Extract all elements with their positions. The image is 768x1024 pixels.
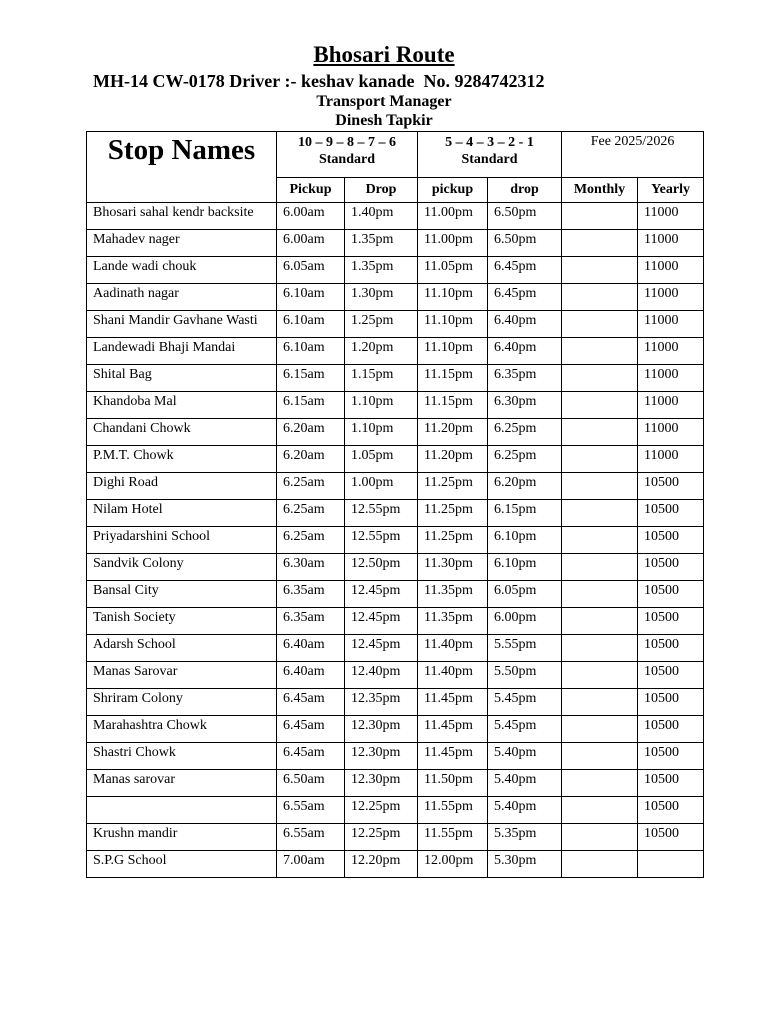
table-row: [87, 581, 704, 608]
drop-a-cell: 12.55pm: [345, 500, 418, 527]
pickup-a-cell: 6.25am: [277, 527, 345, 554]
document-title: Bhosari Route: [313, 42, 455, 67]
pickup-b-cell: 11.25pm: [418, 500, 488, 527]
monthly-fee-cell: [562, 230, 638, 257]
pickup-b-cell: 11.20pm: [418, 419, 488, 446]
table-row: [87, 554, 704, 581]
yearly-fee-cell: 11000: [638, 311, 704, 338]
stop-name-cell: Lande wadi chouk: [87, 257, 277, 284]
pickup-a-cell: 6.50am: [277, 770, 345, 797]
yearly-fee-cell: 10500: [638, 500, 704, 527]
column-header-drop-a: Drop: [345, 178, 418, 203]
drop-a-cell: 12.50pm: [345, 554, 418, 581]
drop-b-cell: 5.40pm: [488, 770, 562, 797]
yearly-fee-cell: 10500: [638, 689, 704, 716]
drop-a-cell: 1.05pm: [345, 446, 418, 473]
pickup-b-cell: 11.55pm: [418, 797, 488, 824]
monthly-fee-cell: [562, 824, 638, 851]
drop-b-cell: 6.15pm: [488, 500, 562, 527]
stop-name-cell: Bansal City: [87, 581, 277, 608]
pickup-b-cell: 11.00pm: [418, 203, 488, 230]
monthly-fee-cell: [562, 608, 638, 635]
drop-b-cell: 5.55pm: [488, 635, 562, 662]
stop-name-cell: Manas sarovar: [87, 770, 277, 797]
route-timetable: [86, 131, 704, 878]
pickup-a-cell: 6.55am: [277, 797, 345, 824]
monthly-fee-cell: [562, 662, 638, 689]
vehicle-driver-line: MH-14 CW-0178 Driver :- keshav kanade No. 9284742312: [93, 71, 545, 91]
drop-b-cell: 6.50pm: [488, 203, 562, 230]
group-a-standards: 10 – 9 – 8 – 7 – 6: [298, 135, 396, 150]
yearly-fee-cell: 10500: [638, 527, 704, 554]
table-row: [87, 716, 704, 743]
pickup-b-cell: 11.35pm: [418, 581, 488, 608]
stop-name-cell: Manas Sarovar: [87, 662, 277, 689]
table-row: [87, 392, 704, 419]
monthly-fee-cell: [562, 365, 638, 392]
stop-name-cell: Bhosari sahal kendr backsite: [87, 203, 277, 230]
pickup-b-cell: 11.45pm: [418, 716, 488, 743]
yearly-fee-cell: 10500: [638, 743, 704, 770]
table-row: [87, 797, 704, 824]
table-row: [87, 527, 704, 554]
pickup-b-cell: 11.55pm: [418, 824, 488, 851]
monthly-fee-cell: [562, 500, 638, 527]
drop-a-cell: 12.40pm: [345, 662, 418, 689]
yearly-fee-cell: 10500: [638, 473, 704, 500]
table-row: [87, 770, 704, 797]
drop-b-cell: 6.45pm: [488, 257, 562, 284]
monthly-fee-cell: [562, 392, 638, 419]
group-b-header: [418, 132, 562, 178]
pickup-b-cell: 11.30pm: [418, 554, 488, 581]
drop-a-cell: 1.40pm: [345, 203, 418, 230]
table-row: [87, 419, 704, 446]
table-row: [87, 635, 704, 662]
table-row: [87, 257, 704, 284]
yearly-fee-cell: 10500: [638, 824, 704, 851]
drop-b-cell: 6.25pm: [488, 446, 562, 473]
column-header-pickup-b: pickup: [418, 178, 488, 203]
drop-b-cell: 6.40pm: [488, 338, 562, 365]
pickup-b-cell: 11.15pm: [418, 392, 488, 419]
route-rows: [87, 203, 704, 878]
group-b-standards: 5 – 4 – 3 – 2 - 1: [445, 135, 534, 150]
drop-a-cell: 12.45pm: [345, 635, 418, 662]
pickup-a-cell: 6.45am: [277, 716, 345, 743]
stop-name-cell: Shani Mandir Gavhane Wasti: [87, 311, 277, 338]
yearly-fee-cell: 11000: [638, 257, 704, 284]
pickup-a-cell: 6.20am: [277, 446, 345, 473]
pickup-b-cell: 11.05pm: [418, 257, 488, 284]
table-row: [87, 851, 704, 878]
table-row: [87, 203, 704, 230]
drop-b-cell: 5.40pm: [488, 743, 562, 770]
drop-a-cell: 12.45pm: [345, 608, 418, 635]
stop-name-cell: Nilam Hotel: [87, 500, 277, 527]
yearly-fee-cell: [638, 851, 704, 878]
drop-a-cell: 1.10pm: [345, 392, 418, 419]
yearly-fee-cell: 10500: [638, 770, 704, 797]
fee-header: Fee 2025/2026: [562, 132, 704, 178]
pickup-a-cell: 6.00am: [277, 230, 345, 257]
drop-b-cell: 6.10pm: [488, 554, 562, 581]
table-row: [87, 689, 704, 716]
table-row: [87, 446, 704, 473]
stop-name-cell: [87, 797, 277, 824]
table-row: [87, 284, 704, 311]
pickup-b-cell: 12.00pm: [418, 851, 488, 878]
pickup-b-cell: 11.15pm: [418, 365, 488, 392]
pickup-a-cell: 6.05am: [277, 257, 345, 284]
group-a-standard-label: Standard: [318, 152, 376, 167]
yearly-fee-cell: 10500: [638, 716, 704, 743]
monthly-fee-cell: [562, 203, 638, 230]
drop-b-cell: 6.35pm: [488, 365, 562, 392]
monthly-fee-cell: [562, 716, 638, 743]
pickup-a-cell: 6.55am: [277, 824, 345, 851]
monthly-fee-cell: [562, 311, 638, 338]
drop-b-cell: 5.30pm: [488, 851, 562, 878]
table-row: [87, 608, 704, 635]
pickup-a-cell: 6.45am: [277, 743, 345, 770]
stop-name-cell: Shital Bag: [87, 365, 277, 392]
yearly-fee-cell: 11000: [638, 203, 704, 230]
stop-name-cell: Khandoba Mal: [87, 392, 277, 419]
yearly-fee-cell: 10500: [638, 797, 704, 824]
stop-name-cell: Landewadi Bhaji Mandai: [87, 338, 277, 365]
drop-a-cell: 1.20pm: [345, 338, 418, 365]
drop-b-cell: 6.05pm: [488, 581, 562, 608]
stop-name-cell: Mahadev nager: [87, 230, 277, 257]
pickup-a-cell: 6.10am: [277, 311, 345, 338]
pickup-a-cell: 6.10am: [277, 284, 345, 311]
drop-b-cell: 6.40pm: [488, 311, 562, 338]
drop-b-cell: 6.50pm: [488, 230, 562, 257]
table-row: [87, 500, 704, 527]
monthly-fee-cell: [562, 446, 638, 473]
pickup-b-cell: 11.20pm: [418, 446, 488, 473]
pickup-b-cell: 11.10pm: [418, 311, 488, 338]
monthly-fee-cell: [562, 527, 638, 554]
yearly-fee-cell: 10500: [638, 635, 704, 662]
yearly-fee-cell: 11000: [638, 392, 704, 419]
pickup-a-cell: 6.40am: [277, 635, 345, 662]
table-row: [87, 662, 704, 689]
drop-a-cell: 1.35pm: [345, 257, 418, 284]
drop-b-cell: 5.45pm: [488, 716, 562, 743]
stop-name-cell: Sandvik Colony: [87, 554, 277, 581]
drop-b-cell: 6.00pm: [488, 608, 562, 635]
monthly-fee-cell: [562, 554, 638, 581]
pickup-b-cell: 11.25pm: [418, 473, 488, 500]
pickup-b-cell: 11.45pm: [418, 689, 488, 716]
monthly-fee-cell: [562, 338, 638, 365]
drop-b-cell: 6.10pm: [488, 527, 562, 554]
drop-b-cell: 6.25pm: [488, 419, 562, 446]
group-a-header: [277, 132, 418, 178]
column-header-drop-b: drop: [488, 178, 562, 203]
stop-name-cell: P.M.T. Chowk: [87, 446, 277, 473]
pickup-a-cell: 6.15am: [277, 365, 345, 392]
manager-label: Transport Manager: [316, 93, 452, 110]
monthly-fee-cell: [562, 473, 638, 500]
monthly-fee-cell: [562, 851, 638, 878]
table-row: [87, 230, 704, 257]
drop-a-cell: 12.45pm: [345, 581, 418, 608]
drop-a-cell: 1.15pm: [345, 365, 418, 392]
yearly-fee-cell: 11000: [638, 446, 704, 473]
pickup-b-cell: 11.50pm: [418, 770, 488, 797]
yearly-fee-cell: 10500: [638, 608, 704, 635]
drop-a-cell: 1.00pm: [345, 473, 418, 500]
pickup-b-cell: 11.00pm: [418, 230, 488, 257]
yearly-fee-cell: 10500: [638, 554, 704, 581]
stop-name-cell: Aadinath nagar: [87, 284, 277, 311]
group-b-standard-label: Standard: [461, 152, 518, 167]
pickup-b-cell: 11.40pm: [418, 662, 488, 689]
pickup-a-cell: 6.20am: [277, 419, 345, 446]
pickup-a-cell: 6.35am: [277, 581, 345, 608]
pickup-b-cell: 11.40pm: [418, 635, 488, 662]
yearly-fee-cell: 11000: [638, 338, 704, 365]
drop-b-cell: 5.50pm: [488, 662, 562, 689]
drop-b-cell: 6.30pm: [488, 392, 562, 419]
pickup-b-cell: 11.10pm: [418, 338, 488, 365]
table-row: [87, 743, 704, 770]
monthly-fee-cell: [562, 635, 638, 662]
pickup-a-cell: 6.00am: [277, 203, 345, 230]
yearly-fee-cell: 11000: [638, 365, 704, 392]
stop-name-cell: Chandani Chowk: [87, 419, 277, 446]
pickup-a-cell: 6.25am: [277, 500, 345, 527]
drop-a-cell: 12.30pm: [345, 770, 418, 797]
drop-a-cell: 1.35pm: [345, 230, 418, 257]
column-header-yearly: Yearly: [638, 178, 704, 203]
drop-a-cell: 12.35pm: [345, 689, 418, 716]
stop-names-header: Stop Names: [87, 132, 277, 203]
table-row: [87, 824, 704, 851]
pickup-b-cell: 11.45pm: [418, 743, 488, 770]
stop-name-cell: Krushn mandir: [87, 824, 277, 851]
drop-a-cell: 12.25pm: [345, 797, 418, 824]
drop-a-cell: 1.30pm: [345, 284, 418, 311]
yearly-fee-cell: 11000: [638, 284, 704, 311]
column-header-monthly: Monthly: [562, 178, 638, 203]
stop-name-cell: Shastri Chowk: [87, 743, 277, 770]
drop-b-cell: 5.40pm: [488, 797, 562, 824]
drop-b-cell: 6.20pm: [488, 473, 562, 500]
drop-a-cell: 12.55pm: [345, 527, 418, 554]
stop-name-cell: S.P.G School: [87, 851, 277, 878]
monthly-fee-cell: [562, 284, 638, 311]
drop-b-cell: 5.35pm: [488, 824, 562, 851]
stop-name-cell: Tanish Society: [87, 608, 277, 635]
yearly-fee-cell: 11000: [638, 230, 704, 257]
pickup-b-cell: 11.35pm: [418, 608, 488, 635]
stop-name-cell: Marahashtra Chowk: [87, 716, 277, 743]
pickup-a-cell: 6.45am: [277, 689, 345, 716]
table-row: [87, 473, 704, 500]
monthly-fee-cell: [562, 581, 638, 608]
yearly-fee-cell: 10500: [638, 581, 704, 608]
yearly-fee-cell: 11000: [638, 419, 704, 446]
stop-name-cell: Dighi Road: [87, 473, 277, 500]
pickup-a-cell: 6.25am: [277, 473, 345, 500]
monthly-fee-cell: [562, 797, 638, 824]
pickup-a-cell: 6.30am: [277, 554, 345, 581]
drop-a-cell: 12.25pm: [345, 824, 418, 851]
pickup-a-cell: 6.10am: [277, 338, 345, 365]
pickup-b-cell: 11.10pm: [418, 284, 488, 311]
drop-b-cell: 5.45pm: [488, 689, 562, 716]
monthly-fee-cell: [562, 770, 638, 797]
monthly-fee-cell: [562, 689, 638, 716]
drop-a-cell: 12.30pm: [345, 716, 418, 743]
table-row: [87, 338, 704, 365]
stop-name-cell: Shriram Colony: [87, 689, 277, 716]
monthly-fee-cell: [562, 257, 638, 284]
monthly-fee-cell: [562, 743, 638, 770]
drop-a-cell: 12.30pm: [345, 743, 418, 770]
column-header-pickup-a: Pickup: [277, 178, 345, 203]
monthly-fee-cell: [562, 419, 638, 446]
table-row: [87, 311, 704, 338]
pickup-a-cell: 6.15am: [277, 392, 345, 419]
yearly-fee-cell: 10500: [638, 662, 704, 689]
pickup-a-cell: 6.40am: [277, 662, 345, 689]
stop-name-cell: Adarsh School: [87, 635, 277, 662]
stop-name-cell: Priyadarshini School: [87, 527, 277, 554]
pickup-b-cell: 11.25pm: [418, 527, 488, 554]
manager-name: Dinesh Tapkir: [335, 112, 433, 129]
drop-a-cell: 1.25pm: [345, 311, 418, 338]
drop-b-cell: 6.45pm: [488, 284, 562, 311]
table-row: [87, 365, 704, 392]
drop-a-cell: 1.10pm: [345, 419, 418, 446]
drop-a-cell: 12.20pm: [345, 851, 418, 878]
pickup-a-cell: 6.35am: [277, 608, 345, 635]
pickup-a-cell: 7.00am: [277, 851, 345, 878]
